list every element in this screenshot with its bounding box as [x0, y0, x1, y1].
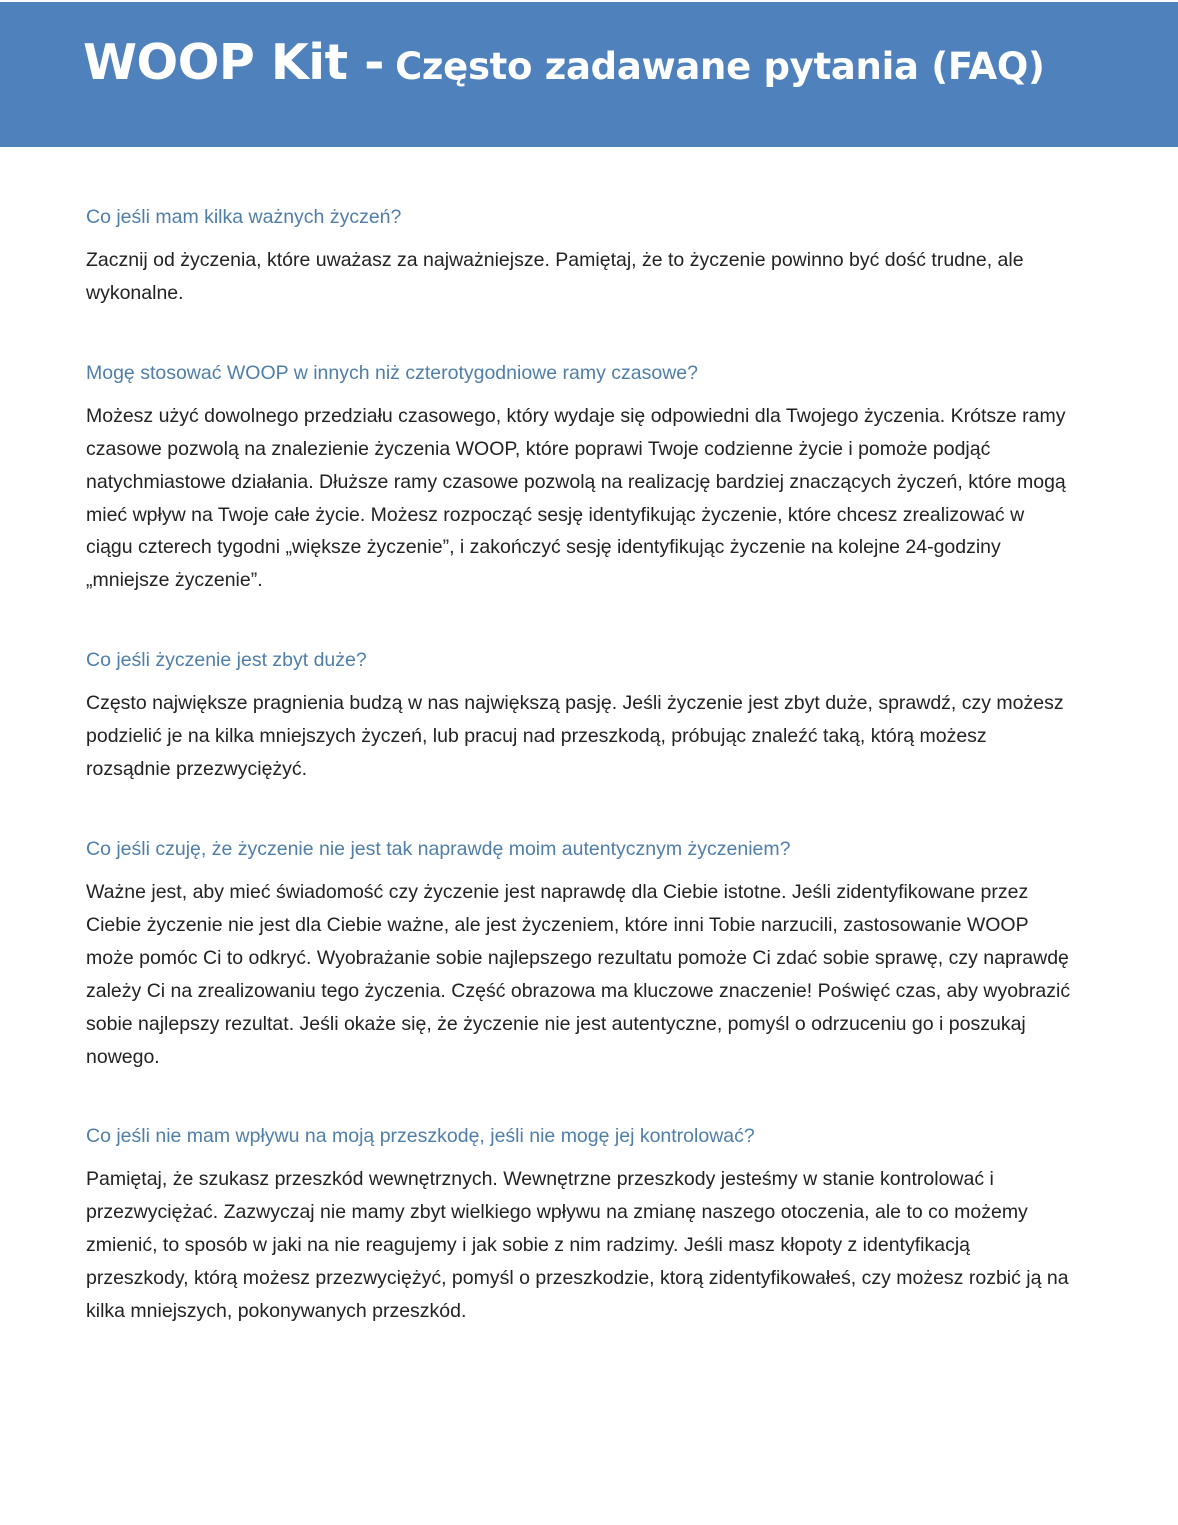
- faq-answer: Często największe pragnienia budzą w nas największą pasję. Jeśli życzenie jest zbyt duże, sprawdź, czy możesz podzielić je na kilka mniejszych życzeń, lub pracuj nad przeszkodą, próbując znaleźć taką, którą możesz rozsądnie przezwyciężyć.: [86, 692, 1064, 781]
- faq-answer: Ważne jest, aby mieć świadomość czy życzenie jest naprawdę dla Ciebie istotne. Jeśli zidentyfikowane przez Ciebie życzenie nie jest dla Ciebie ważne, ale jest życzeniem, które inni Tobie narzucili, zastosowanie WOOP może pomóc Ci to odkryć. Wyobrażanie sobie najlepszego rezultatu pomoże Ci zdać sobie sprawę, czy naprawdę zależy Ci na zrealizowaniu tego życzenia. Część obrazowa ma kluczowe znaczenie! Poświęć czas, aby wyobrazić sobie najlepszy rezultat. Jeśli okaże się, że życzenie nie jest autentyczne, pomyśl o odrzuceniu go i poszukaj nowego.: [86, 880, 1071, 1068]
- page-title: [83, 34, 1045, 91]
- faq-question: Co jeśli życzenie jest zbyt duże?: [86, 649, 367, 672]
- faq-item: [86, 1122, 1076, 1328]
- faq-item: [86, 835, 1076, 1073]
- faq-answer: Pamiętaj, że szukasz przeszkód wewnętrznych. Wewnętrzne przeszkody jesteśmy w stanie kontrolować i przezwyciężać. Zazwyczaj nie mamy zbyt wielkiego wpływu na zmianę naszego otoczenia, ale to co możemy zmienić, to sposób w jaki na nie reagujemy i jak sobie z nim radzimy. Jeśli masz kłopoty z identyfikacją przeszkody, którą możesz przezwyciężyć, pomyśl o przeszkodzie, ktorą zidentyfikowałeś, czy możesz rozbić ją na kilka mniejszych, pokonywanych przeszkód.: [86, 1168, 1069, 1323]
- faq-item: [86, 359, 1076, 597]
- faq-list: [86, 203, 1076, 1377]
- faq-answer: Możesz użyć dowolnego przedziału czasowego, który wydaje się odpowiedni dla Twojego życzenia. Krótsze ramy czasowe pozwolą na znalezienie życzenia WOOP, które poprawi Twoje codzienne życie i pomoże podjąć natychmiastowe działania. Dłuższe ramy czasowe pozwolą na realizację bardziej znaczących życzeń, które mogą mieć wpływ na Twoje całe życie. Możesz rozpocząć sesję identyfikując życzenie, które chcesz zrealizować w ciągu czterech tygodni „większe życzenie”, i zakończyć sesję identyfikując życzenie na kolejne 24-godziny „mniejsze życzenie”.: [86, 404, 1066, 592]
- faq-item: [86, 646, 1076, 786]
- faq-question: Mogę stosować WOOP w innych niż czterotygodniowe ramy czasowe?: [86, 361, 698, 384]
- faq-answer: Zacznij od życzenia, które uważasz za najważniejsze. Pamiętaj, że to życzenie powinno być dość trudne, ale wykonalne.: [86, 249, 1024, 304]
- faq-question: Co jeśli czuję, że życzenie nie jest tak naprawdę moim autentycznym życzeniem?: [86, 837, 791, 860]
- faq-item: [86, 203, 1076, 310]
- faq-question: Co jeśli mam kilka ważnych życzeń?: [86, 206, 402, 228]
- header-banner: [0, 2, 1178, 147]
- page-title-main: WOOP Kit -: [83, 34, 384, 91]
- page-title-subtitle: Często zadawane pytania (FAQ): [395, 45, 1045, 88]
- faq-question: Co jeśli nie mam wpływu na moją przeszkodę, jeśli nie mogę jej kontrolować?: [86, 1125, 755, 1148]
